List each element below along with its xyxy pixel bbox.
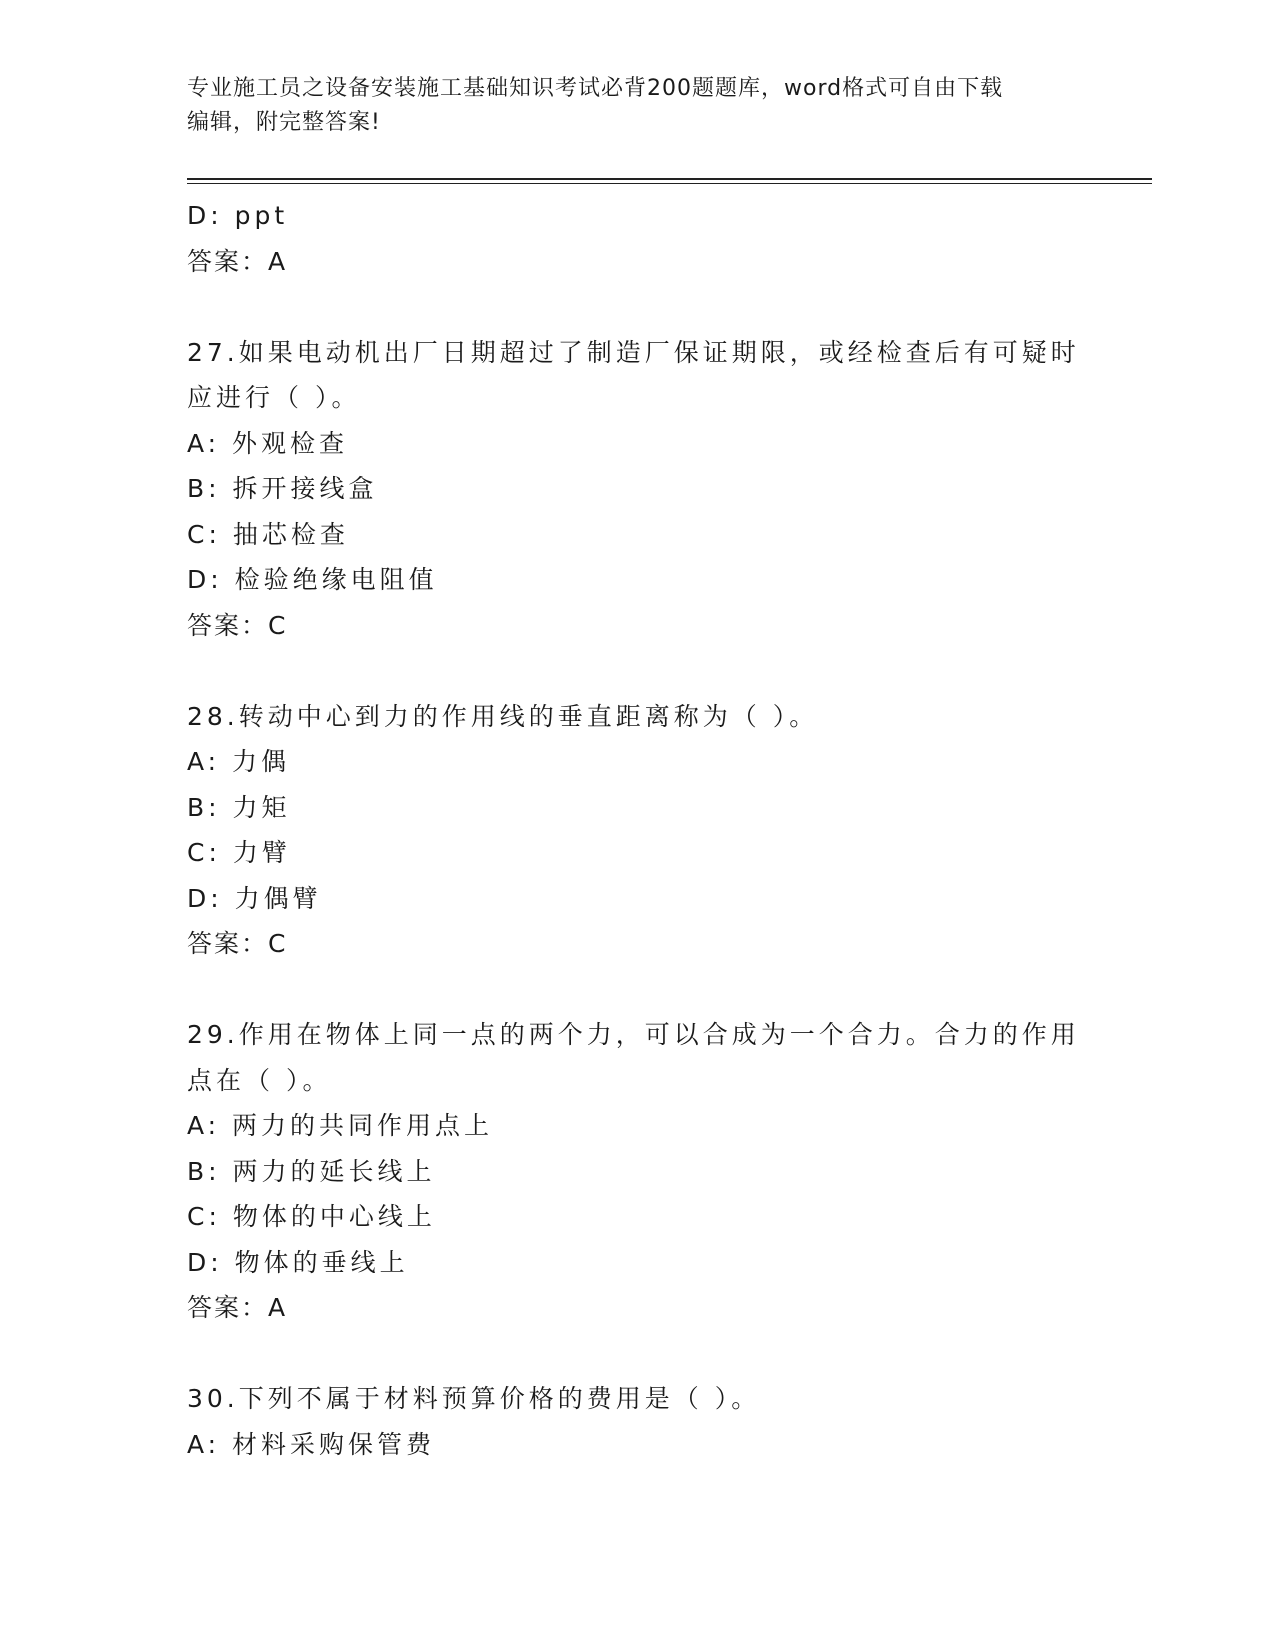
option-b: B: 两力的延长线上 bbox=[187, 1156, 436, 1186]
option-d: D: 力偶臂 bbox=[187, 883, 322, 913]
prev-answer: 答案：A bbox=[187, 246, 288, 276]
option-b: B: 力矩 bbox=[187, 792, 291, 822]
option-a: A: 两力的共同作用点上 bbox=[187, 1111, 494, 1140]
answer: 答案：A bbox=[187, 1293, 288, 1322]
question-stem-continued: 点在（ ）。 bbox=[187, 1065, 332, 1095]
prev-option-d: D: ppt bbox=[187, 201, 289, 230]
question-27 bbox=[187, 330, 1087, 649]
option-d: D: 物体的垂线上 bbox=[187, 1247, 409, 1277]
option-a: A: 力偶 bbox=[187, 747, 291, 776]
header-title-line-2: 编辑，附完整答案! bbox=[187, 110, 381, 135]
option-c: C: 力臂 bbox=[187, 838, 291, 867]
answer: 答案：C bbox=[187, 929, 288, 958]
spacer bbox=[187, 1331, 1087, 1377]
option-d: D: 检验绝缘电阻值 bbox=[187, 565, 438, 594]
question-stem: 28.转动中心到力的作用线的垂直距离称为（ ）。 bbox=[187, 701, 819, 731]
question-stem: 29.作用在物体上同一点的两个力，可以合成为一个合力。合力的作用 bbox=[187, 1020, 1080, 1049]
answer: 答案：C bbox=[187, 610, 288, 640]
spacer bbox=[187, 648, 1087, 694]
option-a: A: 外观检查 bbox=[187, 428, 349, 458]
question-stem: 30.下列不属于材料预算价格的费用是（ ）。 bbox=[187, 1384, 761, 1413]
option-a: A: 材料采购保管费 bbox=[187, 1429, 436, 1459]
document-header bbox=[187, 72, 1067, 140]
option-b: B: 拆开接线盒 bbox=[187, 474, 378, 503]
spacer bbox=[187, 284, 1087, 330]
option-c: C: 物体的中心线上 bbox=[187, 1202, 436, 1231]
question-30 bbox=[187, 1376, 1087, 1467]
question-29 bbox=[187, 1012, 1087, 1331]
question-list bbox=[187, 193, 1087, 1467]
question-stem-continued: 应进行（ ）。 bbox=[187, 383, 361, 412]
header-rule-thick bbox=[187, 178, 1152, 180]
spacer bbox=[187, 967, 1087, 1013]
question-stem: 27.如果电动机出厂日期超过了制造厂保证期限，或经检查后有可疑时 bbox=[187, 337, 1080, 367]
question-28 bbox=[187, 694, 1087, 967]
option-c: C: 抽芯检查 bbox=[187, 519, 349, 549]
header-title-line-1: 专业施工员之设备安装施工基础知识考试必背200题题库，word格式可自由下载 bbox=[187, 76, 1004, 101]
header-rule-thin bbox=[187, 183, 1152, 184]
